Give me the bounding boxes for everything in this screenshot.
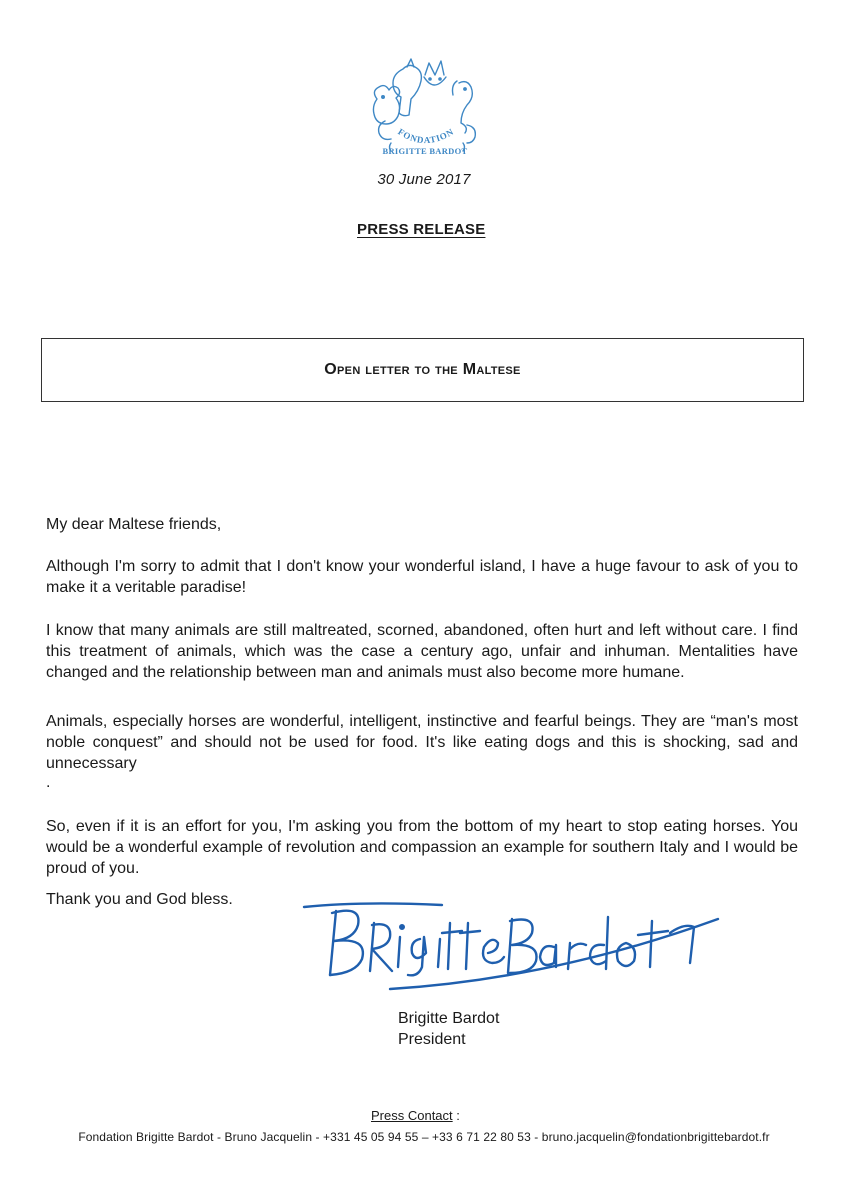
letter-title: Open letter to the Maltese <box>324 361 521 378</box>
press-contact-label-text: Press Contact <box>371 1108 453 1123</box>
logo-line2: BRIGITTE BARDOT <box>382 146 468 156</box>
document-date: 30 June 2017 <box>377 171 471 188</box>
press-release-heading: PRESS RELEASE <box>357 221 486 238</box>
letter-paragraph-4: So, even if it is an effort for you, I'm asking you from the bottom of my heart to stop eating horses. You would be a wonderful example of revolution and compassion an example for southern Italy and I would be proud of you. <box>46 818 798 877</box>
foundation-logo <box>355 55 495 165</box>
signatory-name: Brigitte Bardot <box>398 1010 500 1027</box>
signature-icon <box>302 893 722 998</box>
letter-greeting: My dear Maltese friends, <box>46 516 222 533</box>
title-box <box>41 338 804 402</box>
handwritten-signature <box>302 893 722 998</box>
stray-dot: . <box>46 774 51 791</box>
logo-line1: FONDATION <box>396 126 456 146</box>
signatory-role: President <box>398 1031 466 1048</box>
letter-paragraph-3: Animals, especially horses are wonderful, intelligent, instinctive and fearful beings. They are “man's most noble conquest” and should not be used for food. It's like eating dogs and this is shocking, sad and unnecessary <box>46 713 798 772</box>
press-contact-label <box>371 1108 460 1123</box>
press-contact-colon: : <box>452 1108 460 1123</box>
foundation-logo-icon <box>355 55 495 165</box>
letter-closing: Thank you and God bless. <box>46 891 233 908</box>
press-contact-details: Fondation Brigitte Bardot - Bruno Jacquelin - +331 45 05 94 55 – +33 6 71 22 80 53 - bruno.jacquelin@fondationbrigittebardot.fr <box>78 1130 770 1144</box>
letter-paragraph-2: I know that many animals are still maltreated, scorned, abandoned, often hurt and left without care. I find this treatment of animals, which was the case a century ago, unfair and inhuman. Mentalities have changed and the relationship between man and animals must also become more humane. <box>46 622 798 681</box>
letter-paragraph-1: Although I'm sorry to admit that I don't know your wonderful island, I have a huge favour to ask of you to make it a veritable paradise! <box>46 558 798 596</box>
svg-text:FONDATION <box>396 126 456 145</box>
